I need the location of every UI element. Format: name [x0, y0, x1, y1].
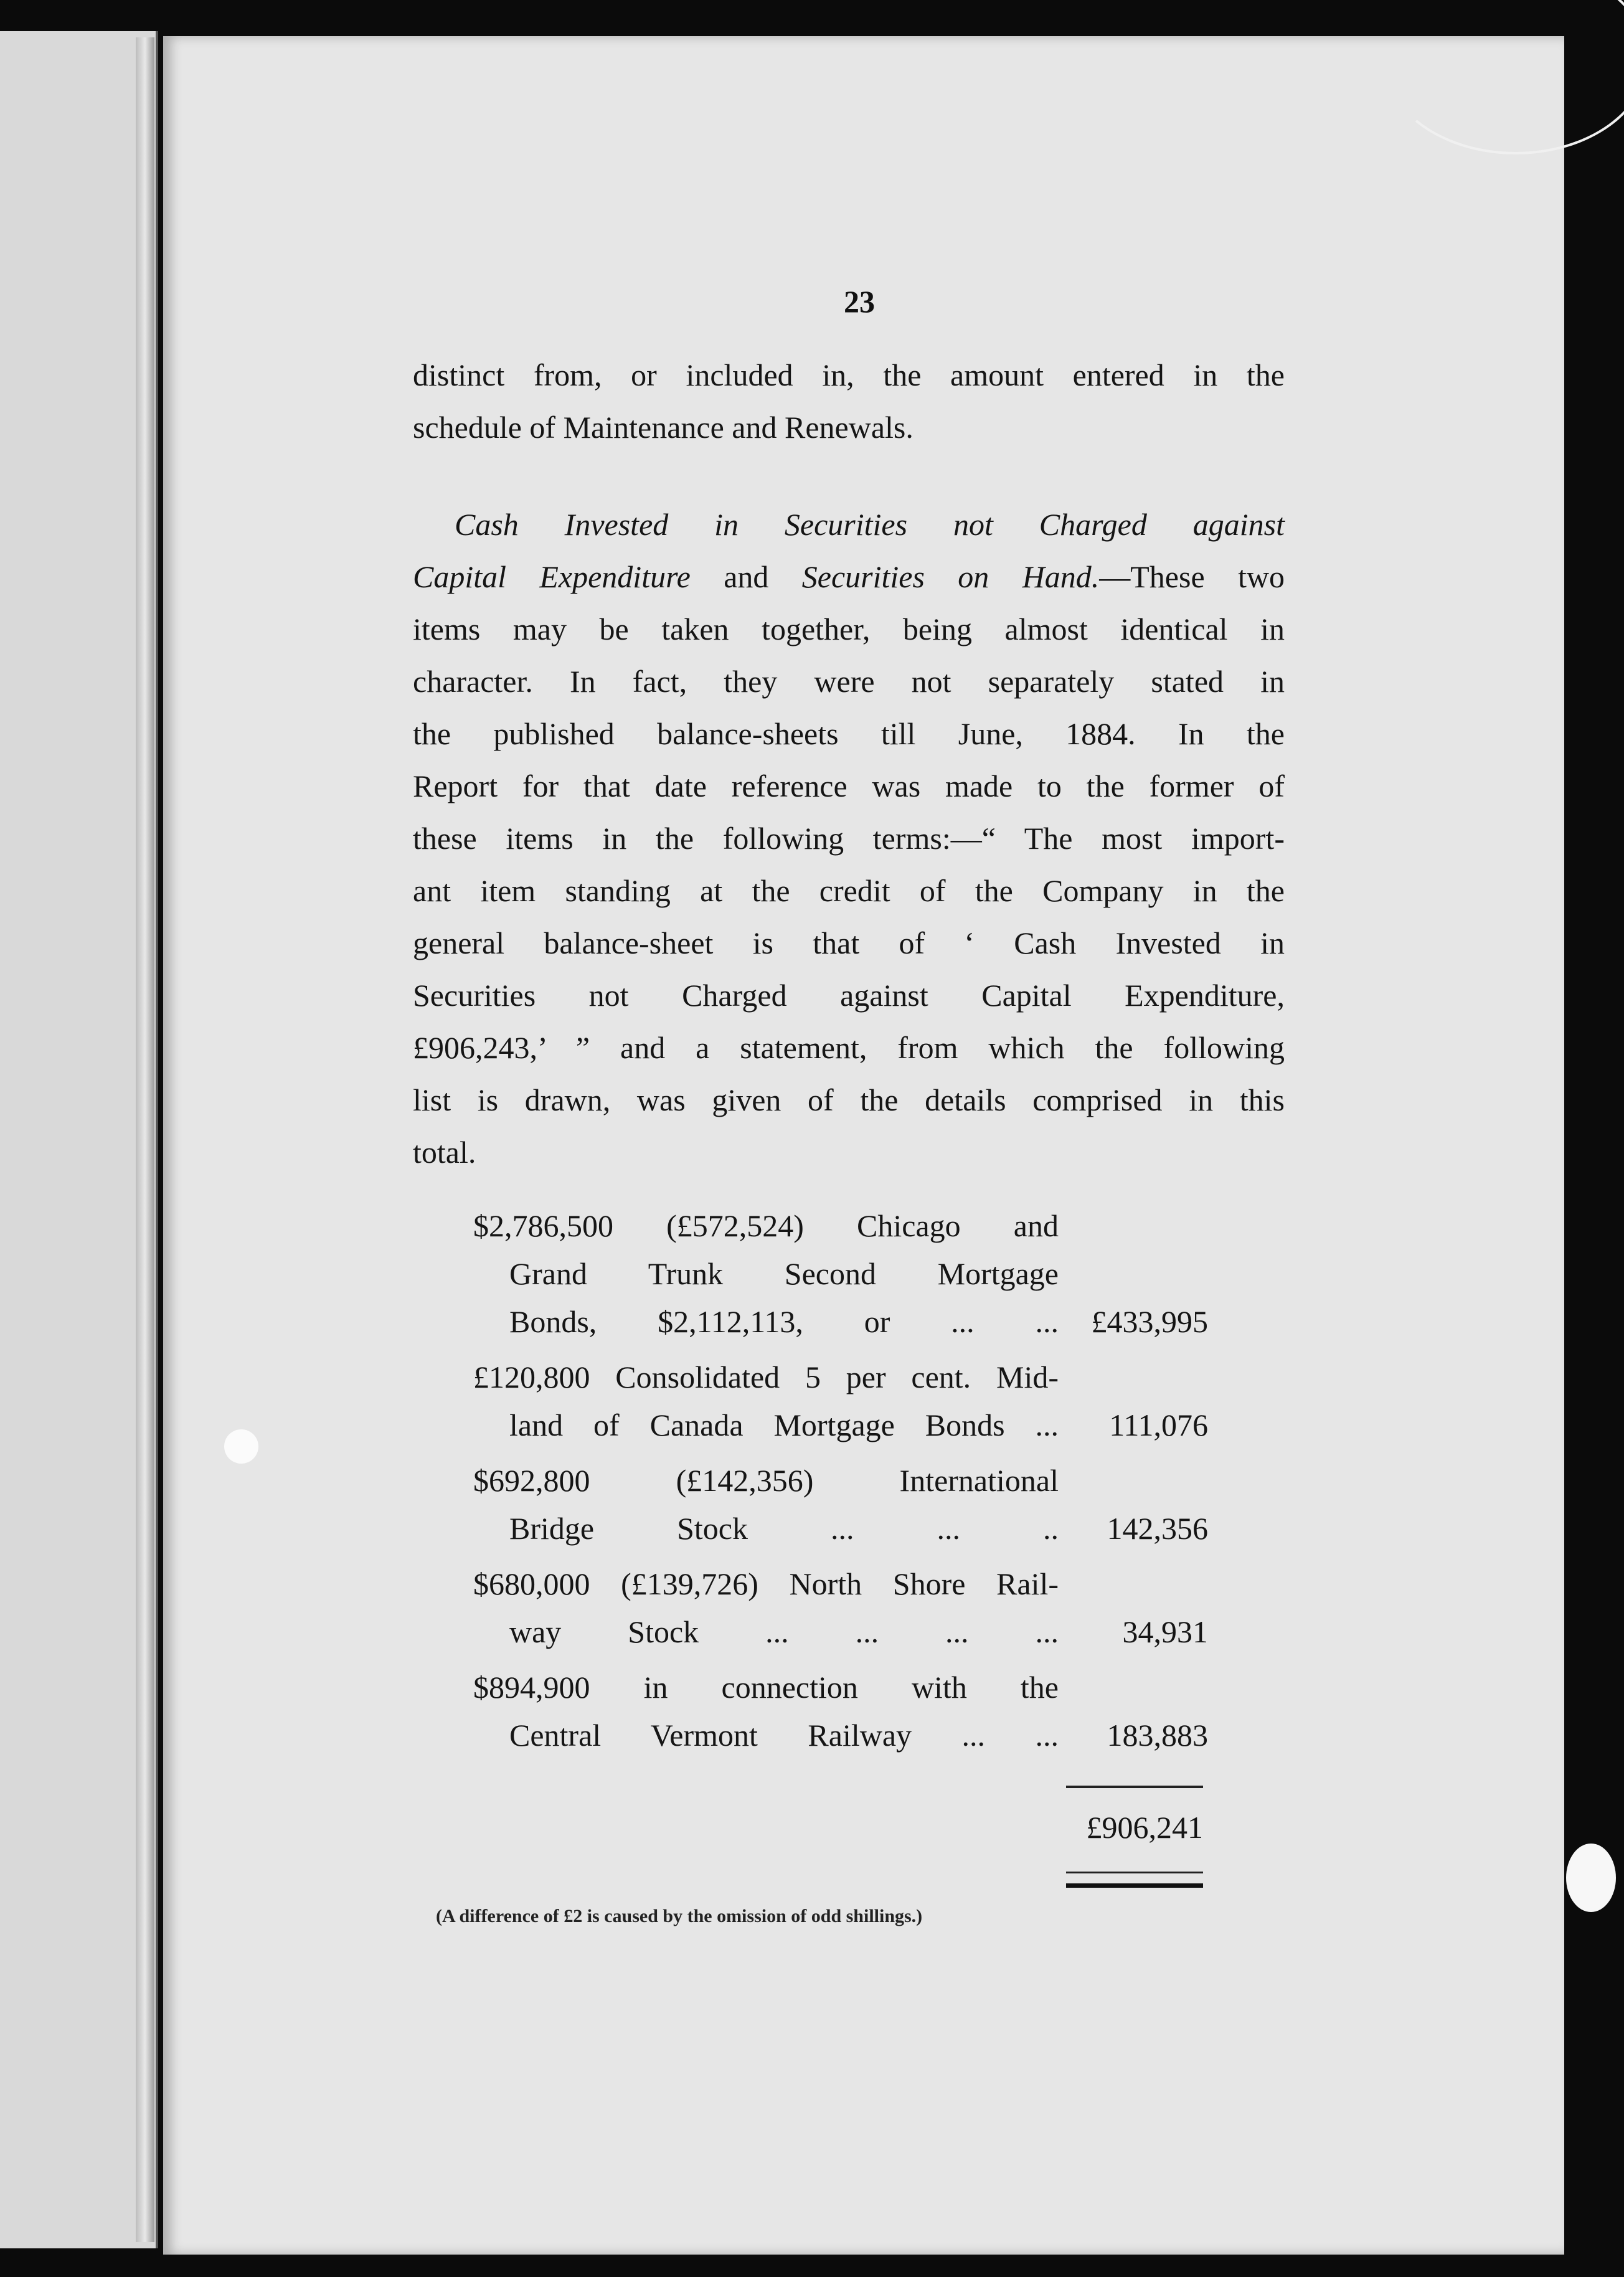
sum-rule — [1066, 1786, 1203, 1788]
paragraph-1 — [413, 349, 1285, 453]
text-line: these items in the following terms:—“ The most import- — [413, 821, 1285, 856]
entry-amount: 142,356 — [1107, 1511, 1208, 1546]
double-rule-bottom — [1066, 1883, 1203, 1888]
entry-text: £120,800 Consolidated 5 per cent. Mid- — [473, 1360, 1059, 1394]
entry-text: land of Canada Mortgage Bonds ... — [509, 1408, 1059, 1442]
text-line: general balance-sheet is that of ‘ Cash Invested in — [413, 925, 1285, 960]
text-line: the published balance-sheets till June, 1884. In the — [413, 716, 1285, 751]
section-heading: Cash Invested in Securities not Charged against — [455, 507, 1285, 542]
entry-text: $894,900 in connection with the — [473, 1670, 1059, 1705]
section-heading-continued — [413, 551, 1285, 603]
book-gutter — [136, 37, 154, 2242]
entry-text: Grand Trunk Second Mortgage — [509, 1256, 1059, 1291]
text-line: list is drawn, was given of the details comprised in this — [413, 1082, 1285, 1117]
text-line: Securities not Charged against Capital Expenditure, — [413, 978, 1285, 1013]
paragraph-2 — [413, 498, 1285, 1178]
entry-text: $680,000 (£139,726) North Shore Rail- — [473, 1566, 1059, 1601]
scan-artifact-spot — [1566, 1844, 1616, 1912]
heading-rest: —These two — [1099, 559, 1285, 594]
text-line: distinct from, or included in, the amount entered in the — [413, 357, 1285, 392]
text-line: ant item standing at the credit of the Company in the — [413, 873, 1285, 908]
list-item — [473, 1202, 1208, 1346]
facing-page — [0, 31, 158, 2248]
text-line: Report for that date reference was made to the former of — [413, 769, 1285, 803]
entry-amount: 183,883 — [1107, 1718, 1208, 1753]
list-item — [473, 1353, 1208, 1449]
entry-text: Bonds, $2,112,113, or ... ... — [509, 1304, 1059, 1339]
list-item — [473, 1457, 1208, 1553]
text-line: total. — [413, 1135, 476, 1170]
text-line: items may be taken together, being almost identical in — [413, 612, 1285, 646]
heading-italic: Securities on Hand. — [801, 559, 1100, 594]
entry-amount: 34,931 — [1122, 1614, 1208, 1649]
entry-amount: 111,076 — [1109, 1408, 1208, 1442]
total-amount: £906,241 — [1086, 1810, 1203, 1845]
entry-amount: £433,995 — [1091, 1304, 1208, 1339]
footnote: (A difference of £2 is caused by the omission of odd shillings.) — [436, 1906, 923, 1926]
text-line: £906,243,’ ” and a statement, from which the following — [413, 1030, 1285, 1065]
text-line: character. In fact, they were not separately stated in — [413, 664, 1285, 699]
heading-italic: Capital Expenditure — [413, 559, 691, 594]
list-item — [473, 1664, 1208, 1759]
list-item — [473, 1560, 1208, 1656]
page-number: 23 — [844, 284, 875, 319]
text-line: schedule of Maintenance and Renewals. — [413, 410, 913, 445]
entry-text: Central Vermont Railway ... ... — [509, 1718, 1059, 1753]
entry-text: $2,786,500 (£572,524) Chicago and — [473, 1208, 1059, 1243]
heading-and: and — [690, 559, 802, 594]
entry-text: $692,800 (£142,356) International — [473, 1463, 1059, 1498]
securities-list — [473, 1202, 1208, 1767]
entry-text: way Stock ... ... ... ... — [509, 1614, 1059, 1649]
scan-artifact-spot — [224, 1429, 258, 1464]
double-rule-top — [1066, 1872, 1203, 1873]
entry-text: Bridge Stock ... ... .. — [509, 1511, 1059, 1546]
